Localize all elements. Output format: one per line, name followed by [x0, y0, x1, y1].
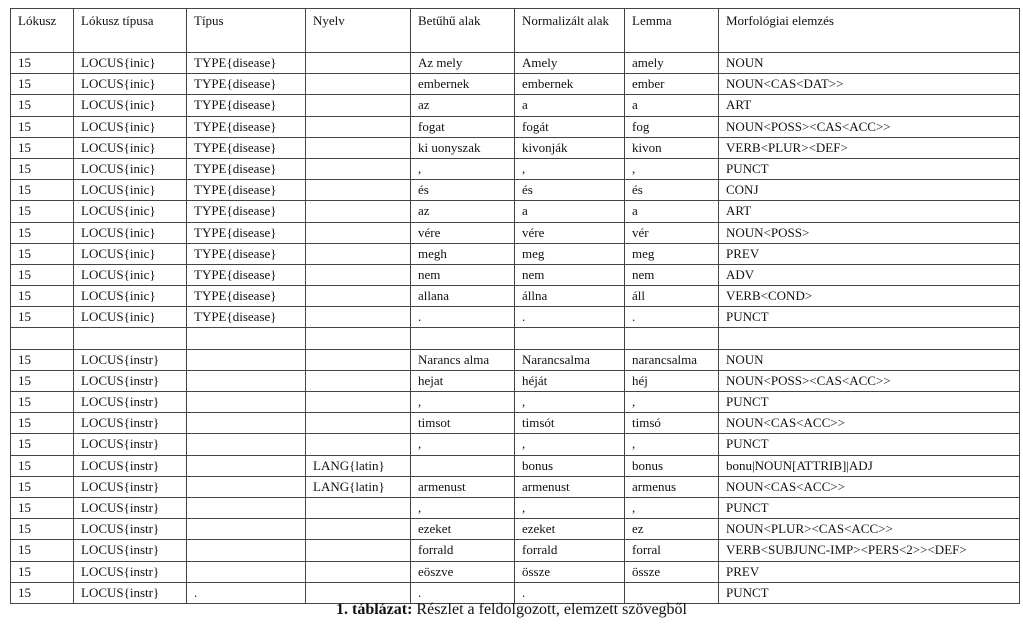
table-row — [11, 286, 1020, 307]
cell-lemma: a — [625, 95, 719, 116]
cell-language — [306, 74, 411, 95]
cell-locus-type: LOCUS{instr} — [74, 497, 187, 518]
cell-literal-form: , — [411, 392, 515, 413]
cell-language — [306, 434, 411, 455]
cell-literal-form: embernek — [411, 74, 515, 95]
cell-locus-type: LOCUS{inic} — [74, 201, 187, 222]
cell-normalized-form: héját — [515, 370, 625, 391]
cell-literal-form: nem — [411, 264, 515, 285]
cell-morphological-analysis: PUNCT — [719, 158, 1020, 179]
header-row — [11, 9, 1020, 53]
cell-language — [306, 222, 411, 243]
cell-literal-form: fogat — [411, 116, 515, 137]
cell-language — [306, 519, 411, 540]
cell-morphological-analysis: ADV — [719, 264, 1020, 285]
cell-type: TYPE{disease} — [187, 95, 306, 116]
cell-normalized-form: . — [515, 307, 625, 328]
cell-normalized-form: és — [515, 180, 625, 201]
cell-locus-type: LOCUS{inic} — [74, 307, 187, 328]
cell-normalized-form: vére — [515, 222, 625, 243]
cell-morphological-analysis: bonu|NOUN[ATTRIB]|ADJ — [719, 455, 1020, 476]
cell-literal-form — [411, 455, 515, 476]
cell-literal-form: armenust — [411, 476, 515, 497]
cell-language — [306, 370, 411, 391]
cell-locus: 15 — [11, 392, 74, 413]
cell-locus: 15 — [11, 519, 74, 540]
table-row — [11, 201, 1020, 222]
cell-locus: 15 — [11, 413, 74, 434]
cell-morphological-analysis: VERB<PLUR><DEF> — [719, 137, 1020, 158]
table-row — [11, 137, 1020, 158]
cell-morphological-analysis: NOUN<CAS<DAT>> — [719, 74, 1020, 95]
cell-type: TYPE{disease} — [187, 222, 306, 243]
cell-locus: 15 — [11, 307, 74, 328]
table-row — [11, 116, 1020, 137]
cell-locus: 15 — [11, 137, 74, 158]
table-row — [11, 222, 1020, 243]
cell-language — [306, 95, 411, 116]
cell-normalized-form: a — [515, 95, 625, 116]
cell-lemma: amely — [625, 53, 719, 74]
caption-text: Részlet a feldolgozott, elemzett szövegből — [412, 601, 687, 618]
cell-locus-type: LOCUS{inic} — [74, 137, 187, 158]
cell-lemma: timsó — [625, 413, 719, 434]
table-row — [11, 497, 1020, 518]
cell-type — [187, 455, 306, 476]
cell-type — [187, 434, 306, 455]
cell-normalized-form: timsót — [515, 413, 625, 434]
cell-locus: 15 — [11, 158, 74, 179]
cell-normalized-form: ezeket — [515, 519, 625, 540]
column-header-literal-form: Betűhű alak — [411, 9, 515, 53]
cell-lemma: vér — [625, 222, 719, 243]
cell-normalized-form: a — [515, 201, 625, 222]
cell-type: TYPE{disease} — [187, 158, 306, 179]
cell-type: TYPE{disease} — [187, 201, 306, 222]
cell-locus: 15 — [11, 53, 74, 74]
cell-literal-form: eöszve — [411, 561, 515, 582]
cell-morphological-analysis: PUNCT — [719, 582, 1020, 603]
cell-locus: 15 — [11, 497, 74, 518]
table-row — [11, 95, 1020, 116]
cell-locus-type: LOCUS{inic} — [74, 222, 187, 243]
table-row — [11, 370, 1020, 391]
cell-type: TYPE{disease} — [187, 307, 306, 328]
cell-type: TYPE{disease} — [187, 286, 306, 307]
cell-literal-form — [411, 328, 515, 349]
cell-literal-form: forrald — [411, 540, 515, 561]
column-header-morphological-analysis: Morfológiai elemzés — [719, 9, 1020, 53]
cell-locus-type: LOCUS{instr} — [74, 540, 187, 561]
cell-literal-form: ezeket — [411, 519, 515, 540]
cell-normalized-form: kivonják — [515, 137, 625, 158]
cell-locus-type: LOCUS{instr} — [74, 455, 187, 476]
cell-lemma: narancsalma — [625, 349, 719, 370]
cell-type — [187, 519, 306, 540]
cell-locus-type — [74, 328, 187, 349]
cell-locus: 15 — [11, 434, 74, 455]
cell-locus-type: LOCUS{instr} — [74, 476, 187, 497]
cell-morphological-analysis: NOUN<POSS><CAS<ACC>> — [719, 116, 1020, 137]
cell-normalized-form: fogát — [515, 116, 625, 137]
cell-morphological-analysis: PUNCT — [719, 497, 1020, 518]
cell-lemma: héj — [625, 370, 719, 391]
table-row — [11, 180, 1020, 201]
cell-locus: 15 — [11, 243, 74, 264]
cell-language — [306, 158, 411, 179]
cell-lemma: ember — [625, 74, 719, 95]
cell-morphological-analysis: NOUN<CAS<ACC>> — [719, 413, 1020, 434]
cell-lemma: áll — [625, 286, 719, 307]
table-row — [11, 413, 1020, 434]
cell-type: TYPE{disease} — [187, 53, 306, 74]
cell-language — [306, 201, 411, 222]
cell-morphological-analysis: ART — [719, 201, 1020, 222]
cell-locus: 15 — [11, 180, 74, 201]
column-header-type: Típus — [187, 9, 306, 53]
cell-lemma: ez — [625, 519, 719, 540]
cell-morphological-analysis: PREV — [719, 243, 1020, 264]
cell-normalized-form: armenust — [515, 476, 625, 497]
cell-morphological-analysis: PUNCT — [719, 307, 1020, 328]
column-header-locus-type: Lókusz típusa — [74, 9, 187, 53]
cell-lemma: a — [625, 201, 719, 222]
cell-lemma: forral — [625, 540, 719, 561]
cell-normalized-form: forrald — [515, 540, 625, 561]
cell-type: . — [187, 582, 306, 603]
cell-lemma: , — [625, 392, 719, 413]
table-row — [11, 540, 1020, 561]
cell-locus — [11, 328, 74, 349]
cell-language — [306, 328, 411, 349]
cell-lemma: össze — [625, 561, 719, 582]
cell-literal-form: Narancs alma — [411, 349, 515, 370]
table-row — [11, 349, 1020, 370]
cell-locus: 15 — [11, 349, 74, 370]
cell-normalized-form: , — [515, 434, 625, 455]
cell-locus-type: LOCUS{instr} — [74, 392, 187, 413]
cell-literal-form: . — [411, 307, 515, 328]
cell-locus: 15 — [11, 476, 74, 497]
table-row — [11, 455, 1020, 476]
cell-literal-form: vére — [411, 222, 515, 243]
cell-type: TYPE{disease} — [187, 264, 306, 285]
cell-language: LANG{latin} — [306, 455, 411, 476]
cell-normalized-form: Amely — [515, 53, 625, 74]
cell-lemma: fog — [625, 116, 719, 137]
cell-literal-form: Az mely — [411, 53, 515, 74]
cell-lemma: nem — [625, 264, 719, 285]
cell-locus-type: LOCUS{instr} — [74, 434, 187, 455]
cell-type: TYPE{disease} — [187, 243, 306, 264]
cell-normalized-form: , — [515, 392, 625, 413]
cell-type — [187, 392, 306, 413]
cell-literal-form: megh — [411, 243, 515, 264]
cell-locus: 15 — [11, 201, 74, 222]
cell-normalized-form — [515, 328, 625, 349]
cell-locus-type: LOCUS{instr} — [74, 370, 187, 391]
cell-type — [187, 413, 306, 434]
cell-morphological-analysis: NOUN — [719, 53, 1020, 74]
column-header-language: Nyelv — [306, 9, 411, 53]
column-header-locus: Lókusz — [11, 9, 74, 53]
cell-language — [306, 243, 411, 264]
cell-literal-form: az — [411, 95, 515, 116]
cell-language — [306, 53, 411, 74]
cell-normalized-form: . — [515, 582, 625, 603]
cell-locus: 15 — [11, 455, 74, 476]
cell-morphological-analysis: ART — [719, 95, 1020, 116]
cell-locus-type: LOCUS{inic} — [74, 180, 187, 201]
table-row — [11, 392, 1020, 413]
cell-locus-type: LOCUS{inic} — [74, 286, 187, 307]
cell-literal-form: , — [411, 158, 515, 179]
cell-language: LANG{latin} — [306, 476, 411, 497]
column-header-normalized-form: Normalizált alak — [515, 9, 625, 53]
caption-label: 1. táblázat: — [335, 601, 413, 618]
cell-locus-type: LOCUS{inic} — [74, 264, 187, 285]
cell-type: TYPE{disease} — [187, 180, 306, 201]
table-row — [11, 476, 1020, 497]
cell-morphological-analysis: PUNCT — [719, 392, 1020, 413]
cell-language — [306, 540, 411, 561]
cell-type: TYPE{disease} — [187, 116, 306, 137]
cell-language — [306, 286, 411, 307]
cell-morphological-analysis — [719, 328, 1020, 349]
cell-type: TYPE{disease} — [187, 137, 306, 158]
cell-morphological-analysis: VERB<SUBJUNC-IMP><PERS<2>><DEF> — [719, 540, 1020, 561]
cell-language — [306, 392, 411, 413]
cell-type — [187, 328, 306, 349]
cell-locus-type: LOCUS{inic} — [74, 95, 187, 116]
cell-locus-type: LOCUS{instr} — [74, 561, 187, 582]
table-row — [11, 519, 1020, 540]
cell-morphological-analysis: CONJ — [719, 180, 1020, 201]
cell-language — [306, 264, 411, 285]
cell-morphological-analysis: NOUN — [719, 349, 1020, 370]
cell-morphological-analysis: PREV — [719, 561, 1020, 582]
cell-morphological-analysis: NOUN<POSS> — [719, 222, 1020, 243]
cell-normalized-form: bonus — [515, 455, 625, 476]
analysis-table — [10, 8, 1020, 604]
cell-type — [187, 370, 306, 391]
table-row — [11, 74, 1020, 95]
cell-morphological-analysis: NOUN<PLUR><CAS<ACC>> — [719, 519, 1020, 540]
cell-locus-type: LOCUS{inic} — [74, 243, 187, 264]
cell-literal-form: , — [411, 434, 515, 455]
cell-type — [187, 497, 306, 518]
cell-lemma: meg — [625, 243, 719, 264]
cell-language — [306, 116, 411, 137]
cell-lemma: bonus — [625, 455, 719, 476]
cell-locus: 15 — [11, 74, 74, 95]
cell-lemma: . — [625, 307, 719, 328]
cell-locus-type: LOCUS{instr} — [74, 582, 187, 603]
cell-lemma — [625, 328, 719, 349]
cell-literal-form: ki uonyszak — [411, 137, 515, 158]
cell-language — [306, 349, 411, 370]
cell-lemma: , — [625, 497, 719, 518]
cell-normalized-form: össze — [515, 561, 625, 582]
cell-type: TYPE{disease} — [187, 74, 306, 95]
cell-language — [306, 307, 411, 328]
cell-normalized-form: Narancsalma — [515, 349, 625, 370]
cell-normalized-form: embernek — [515, 74, 625, 95]
cell-type — [187, 476, 306, 497]
cell-lemma: , — [625, 158, 719, 179]
cell-type — [187, 349, 306, 370]
cell-type — [187, 540, 306, 561]
cell-locus: 15 — [11, 222, 74, 243]
column-header-lemma: Lemma — [625, 9, 719, 53]
cell-normalized-form: állna — [515, 286, 625, 307]
cell-locus: 15 — [11, 582, 74, 603]
cell-locus-type: LOCUS{inic} — [74, 158, 187, 179]
cell-language — [306, 180, 411, 201]
cell-literal-form: és — [411, 180, 515, 201]
cell-locus-type: LOCUS{inic} — [74, 53, 187, 74]
cell-normalized-form: , — [515, 497, 625, 518]
cell-morphological-analysis: NOUN<POSS><CAS<ACC>> — [719, 370, 1020, 391]
cell-morphological-analysis: NOUN<CAS<ACC>> — [719, 476, 1020, 497]
cell-language — [306, 561, 411, 582]
cell-normalized-form: , — [515, 158, 625, 179]
cell-literal-form: az — [411, 201, 515, 222]
cell-lemma: , — [625, 434, 719, 455]
table-caption — [0, 601, 1023, 619]
table-row — [11, 158, 1020, 179]
cell-morphological-analysis: VERB<COND> — [719, 286, 1020, 307]
cell-literal-form: allana — [411, 286, 515, 307]
cell-language — [306, 413, 411, 434]
cell-literal-form: , — [411, 497, 515, 518]
cell-locus-type: LOCUS{inic} — [74, 74, 187, 95]
cell-literal-form: . — [411, 582, 515, 603]
cell-locus-type: LOCUS{instr} — [74, 519, 187, 540]
cell-lemma: kivon — [625, 137, 719, 158]
cell-locus: 15 — [11, 264, 74, 285]
cell-literal-form: timsot — [411, 413, 515, 434]
cell-locus-type: LOCUS{inic} — [74, 116, 187, 137]
cell-lemma: armenus — [625, 476, 719, 497]
cell-language — [306, 137, 411, 158]
cell-locus: 15 — [11, 370, 74, 391]
cell-language — [306, 497, 411, 518]
table-row — [11, 264, 1020, 285]
cell-normalized-form: nem — [515, 264, 625, 285]
table-row — [11, 243, 1020, 264]
table-row — [11, 307, 1020, 328]
cell-literal-form: hejat — [411, 370, 515, 391]
table-row — [11, 434, 1020, 455]
cell-normalized-form: meg — [515, 243, 625, 264]
cell-locus: 15 — [11, 95, 74, 116]
cell-locus-type: LOCUS{instr} — [74, 413, 187, 434]
cell-locus-type: LOCUS{instr} — [74, 349, 187, 370]
cell-locus: 15 — [11, 561, 74, 582]
cell-type — [187, 561, 306, 582]
table-row — [11, 53, 1020, 74]
table-row — [11, 328, 1020, 349]
cell-morphological-analysis: PUNCT — [719, 434, 1020, 455]
cell-lemma: és — [625, 180, 719, 201]
cell-locus: 15 — [11, 116, 74, 137]
cell-locus: 15 — [11, 286, 74, 307]
cell-locus: 15 — [11, 540, 74, 561]
table-row — [11, 561, 1020, 582]
